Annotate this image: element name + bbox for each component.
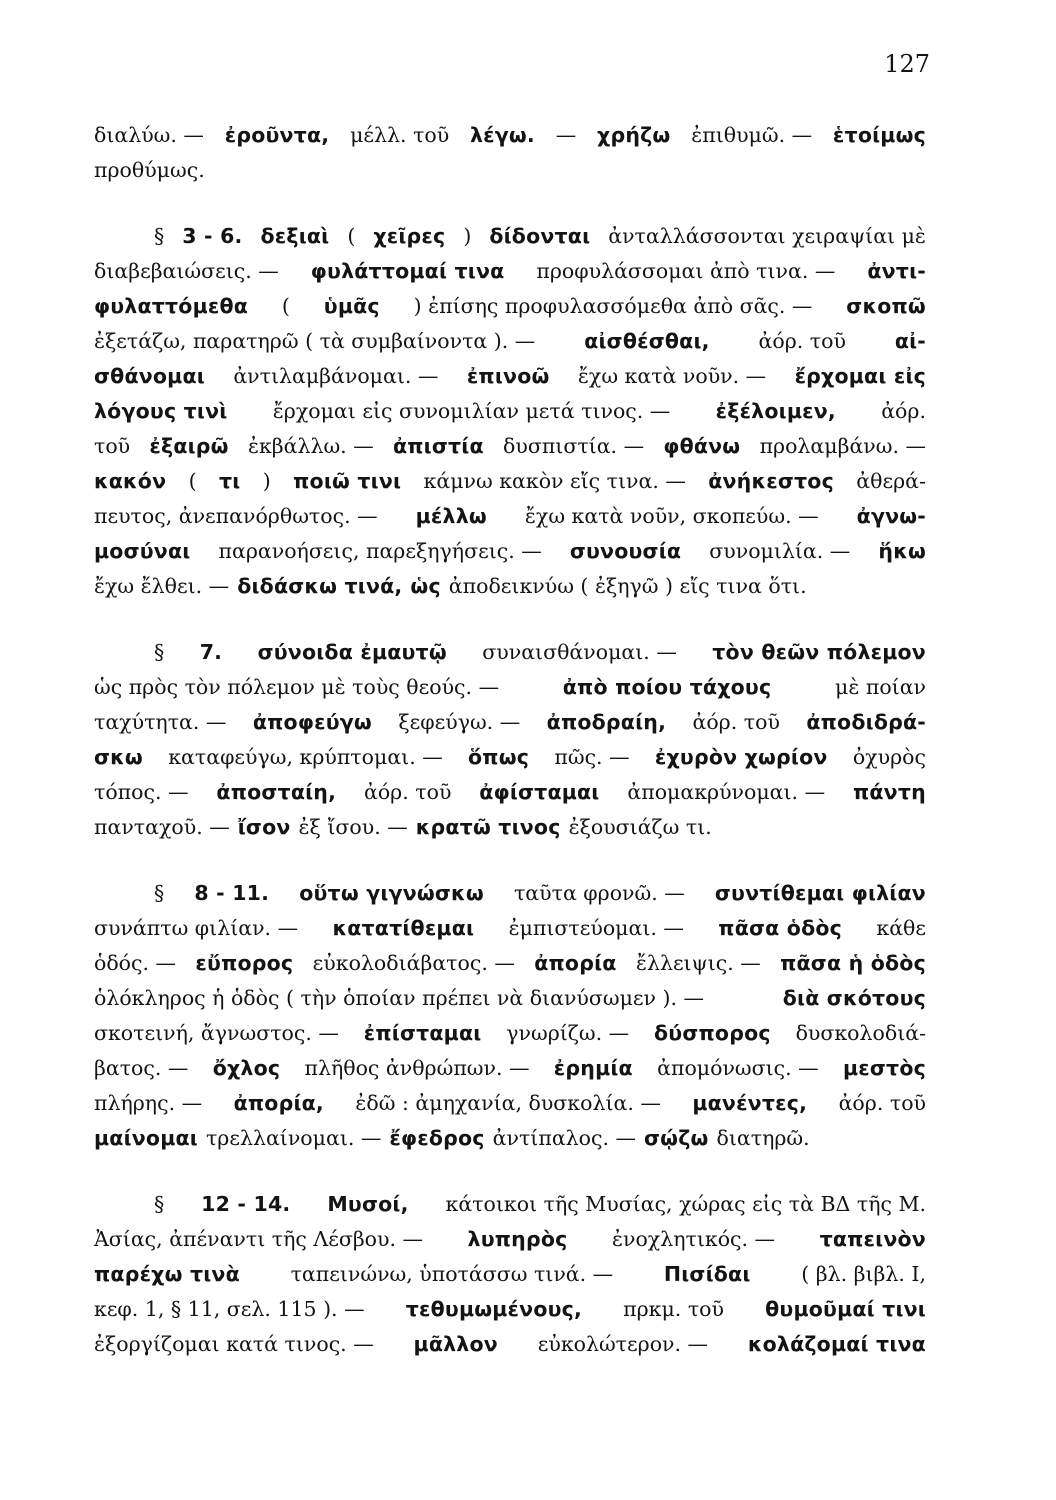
headword: φθάνω — [663, 434, 741, 458]
gloss-text: ἀόρ. τοῦ — [363, 780, 452, 804]
gloss-text: § — [154, 1192, 165, 1216]
headword: δίδονται — [489, 224, 591, 248]
gloss-text: γνωρίζω. — — [506, 1021, 630, 1045]
gloss-text: ἀπομακρύνομαι. — — [627, 780, 826, 804]
gloss-text: ἀντιλαμβάνομαι. — — [233, 364, 439, 388]
gloss-text: ἀντίπαλος. — — [492, 1126, 637, 1150]
headword: ἑτοίμως — [832, 123, 926, 147]
headword: κρατῶ τινος — [415, 815, 561, 839]
headword: αἰσθέσθαι, — [584, 329, 710, 353]
gloss-text: ἔχω κατὰ νοῦν. — — [577, 364, 767, 388]
gloss-text: ) ἐπίσης προφυλασσόμεθα ἀπὸ σᾶς. — — [413, 294, 813, 318]
headword: ὡς — [410, 574, 441, 598]
gloss-text: πευτος, ἀνεπανόρθωτος. — — [94, 504, 378, 528]
headword: ἐχυρὸν χωρίον — [654, 745, 828, 769]
headword: κολάζομαί τινα — [747, 1332, 926, 1356]
text-line — [94, 254, 926, 289]
headword: μανέντες, — [692, 1091, 808, 1115]
text-line — [94, 981, 926, 1016]
gloss-text: ἐξοργίζομαι κατά τινος. — — [94, 1332, 374, 1356]
headword: ἥκω — [878, 539, 926, 563]
gloss-text: κάθε — [876, 916, 926, 940]
headword: κακόν — [94, 469, 167, 493]
gloss-text: πλῆθος ἀνθρώπων. — — [304, 1056, 530, 1080]
text-line — [94, 429, 926, 464]
gloss-text: ἐδῶ : ἀμηχανία, δυσκολία. — — [355, 1091, 661, 1115]
gloss-text: προθύμως. — [94, 158, 205, 182]
gloss-text: ἀόρ. τοῦ — [692, 710, 780, 734]
paragraph — [94, 1187, 926, 1362]
headword: πᾶσα ἡ ὁδὸς — [780, 951, 926, 975]
text-line — [94, 1327, 926, 1362]
gloss-text: § — [154, 640, 165, 664]
text-line — [94, 569, 926, 604]
gloss-text: μὲ ποίαν — [835, 675, 926, 699]
headword: ἴσον — [237, 815, 291, 839]
gloss-text: καταφεύγω, κρύπτομαι. — — [168, 745, 443, 769]
headword: ἐξέλοιμεν, — [715, 399, 836, 423]
gloss-text: ἐκβάλλω. — — [247, 434, 374, 458]
gloss-text: εὐκολοδιάβατος. — — [312, 951, 515, 975]
gloss-text: ἀόρ. τοῦ — [838, 1091, 926, 1115]
text-line — [94, 153, 926, 188]
gloss-text: ἐξ ἴσου. — — [298, 815, 408, 839]
headword: 8 - 11. — [194, 881, 270, 905]
headword: ἔρχομαι εἰς — [794, 364, 926, 388]
paragraph — [94, 118, 926, 188]
gloss-text: δυσκολοδιά- — [795, 1021, 926, 1045]
gloss-text: ἀποδεικνύω ( ἐξηγῶ ) εἴς τινα ὅτι. — [448, 574, 807, 598]
text-line — [94, 1051, 926, 1086]
headword: φυλάττομαί τινα — [310, 259, 505, 283]
gloss-text: ) — [463, 224, 472, 248]
gloss-text: συναισθάνομαι. — — [482, 640, 677, 664]
text-line — [94, 1121, 926, 1156]
headword: συντίθεμαι φιλίαν — [714, 881, 926, 905]
headword: ἀπορία, — [233, 1091, 324, 1115]
text-line — [94, 289, 926, 324]
headword: μεστὸς — [842, 1056, 926, 1080]
gloss-text: ἔχω κατὰ νοῦν, σκοπεύω. — — [524, 504, 819, 528]
gloss-text: πῶς. — — [554, 745, 630, 769]
gloss-text: ἀόρ. — [881, 399, 926, 423]
headword: διὰ σκότους — [782, 986, 926, 1010]
text-line — [94, 464, 926, 499]
text-line — [94, 1222, 926, 1257]
headword: λυπηρὸς — [467, 1227, 568, 1251]
text-line — [94, 499, 926, 534]
text-line — [94, 946, 926, 981]
gloss-text: διατηρῶ. — [716, 1126, 810, 1150]
gloss-text: πανταχοῦ. — — [94, 815, 230, 839]
headword: ἐξαιρῶ — [149, 434, 229, 458]
gloss-text: ἀόρ. τοῦ — [758, 329, 846, 353]
headword: 12 - 14. — [201, 1192, 291, 1216]
gloss-text: ἔχω ἔλθει. — — [94, 574, 230, 598]
gloss-text: σκοτεινή, ἄγνωστος. — — [94, 1021, 339, 1045]
gloss-text: πλήρης. — — [94, 1091, 203, 1115]
gloss-text: § — [154, 881, 165, 905]
headword: ἀποφεύγω — [252, 710, 372, 734]
gloss-text: διαβεβαιώσεις. — — [94, 259, 279, 283]
gloss-text: ὁλόκληρος ἡ ὁδὸς ( τὴν ὁποίαν πρέπει νὰ διανύσωμεν ). — — [94, 986, 705, 1010]
headword: σκω — [94, 745, 143, 769]
gloss-text: ( βλ. βιβλ. Ι, — [801, 1262, 926, 1286]
headword: 7. — [199, 640, 223, 664]
gloss-text: εὐκολώτερον. — — [537, 1332, 709, 1356]
gloss-text: § — [154, 224, 165, 248]
gloss-text: ταχύτητα. — — [94, 710, 227, 734]
gloss-text: ὀχυρὸς — [852, 745, 926, 769]
headword: Πισίδαι — [663, 1262, 751, 1286]
gloss-text: διαλύω. — — [94, 123, 204, 147]
headword: πᾶσα ὁδὸς — [718, 916, 842, 940]
paragraph — [94, 876, 926, 1156]
headword: Μυσοί, — [327, 1192, 409, 1216]
gloss-text: προφυλάσσομαι ἀπὸ τινα. — — [536, 259, 836, 283]
gloss-text: — — [555, 123, 577, 147]
text-line — [94, 876, 926, 911]
headword: τὸν θεῶν πόλεμον — [712, 640, 926, 664]
headword: δύσπορος — [654, 1021, 771, 1045]
headword: μοσύναι — [94, 539, 191, 563]
paragraph-gap — [94, 845, 926, 876]
text-line — [94, 324, 926, 359]
headword: ἀγνω- — [856, 504, 926, 528]
headword: ἀντι- — [867, 259, 926, 283]
gloss-text: παρανοήσεις, παρεξηγήσεις. — — [218, 539, 542, 563]
gloss-text: τρελλαίνομαι. — — [205, 1126, 382, 1150]
gloss-text: ( — [347, 224, 356, 248]
headword: σύνοιδα ἐμαυτῷ — [257, 640, 447, 664]
headword: ὅπως — [468, 745, 530, 769]
gloss-text: κάμνω κακὸν εἴς τινα. — — [423, 469, 686, 493]
headword: σθάνομαι — [94, 364, 205, 388]
paragraph-gap — [94, 1156, 926, 1187]
text-line — [94, 534, 926, 569]
headword: ἀπιστία — [392, 434, 484, 458]
headword: τι — [218, 469, 241, 493]
paragraph-gap — [94, 188, 926, 219]
gloss-text: τοῦ — [94, 434, 131, 458]
headword: σῴζω — [644, 1126, 709, 1150]
text-line — [94, 810, 926, 845]
headword: ὑμᾶς — [323, 294, 380, 318]
headword: ἀπὸ ποίου τάχους — [562, 675, 772, 699]
headword: ἀποσταίη, — [216, 780, 337, 804]
gloss-text: ( — [188, 469, 197, 493]
gloss-text: συνάπτω φιλίαν. — — [94, 916, 299, 940]
text-line — [94, 1187, 926, 1222]
paragraph — [94, 219, 926, 604]
gloss-text: συνομιλία. — — [709, 539, 851, 563]
headword: ἀνήκεστος — [708, 469, 834, 493]
gloss-text: ἀπομόνωσις. — — [657, 1056, 819, 1080]
headword: ἔφεδρος — [389, 1126, 485, 1150]
headword: συνουσία — [569, 539, 682, 563]
page-number: 127 — [884, 50, 930, 78]
headword: ὄχλος — [212, 1056, 281, 1080]
headword: διδάσκω τινά, — [237, 574, 403, 598]
gloss-text: ( — [281, 294, 290, 318]
gloss-text: ὁδός. — — [94, 951, 177, 975]
headword: 3 - 6. — [182, 224, 243, 248]
headword: χρήζω — [597, 123, 671, 147]
headword: ἐπινοῶ — [466, 364, 550, 388]
gloss-text: τόπος. — — [94, 780, 189, 804]
text-line — [94, 219, 926, 254]
headword: ταπεινὸν — [819, 1227, 926, 1251]
headword: ἐροῦντα, — [224, 123, 330, 147]
headword: κατατίθεμαι — [332, 916, 475, 940]
headword: δεξιαὶ — [260, 224, 330, 248]
text-line — [94, 1086, 926, 1121]
headword: μαίνομαι — [94, 1126, 198, 1150]
gloss-text: ὡς πρὸς τὸν πόλεμον μὲ τοὺς θεούς. — — [94, 675, 500, 699]
gloss-text: ταῦτα φρονῶ. — — [513, 881, 685, 905]
headword: λέγω. — [469, 123, 535, 147]
text-line — [94, 911, 926, 946]
gloss-text: Ἀσίας, ἀπέναντι τῆς Λέσβου. — — [94, 1227, 424, 1251]
text-line — [94, 118, 926, 153]
gloss-text: ἀθερά- — [856, 469, 926, 493]
text-line — [94, 775, 926, 810]
headword: μᾶλλον — [413, 1332, 498, 1356]
headword: λόγους τινὶ — [94, 399, 228, 423]
headword: μέλλω — [415, 504, 487, 528]
gloss-text: ἐπιθυμῶ. — — [691, 123, 813, 147]
paragraph-gap — [94, 604, 926, 635]
text-line — [94, 1257, 926, 1292]
headword: ἀποδραίη, — [546, 710, 667, 734]
glossary-text — [94, 118, 926, 1362]
headword: εὔπορος — [195, 951, 294, 975]
gloss-text: μέλλ. τοῦ — [350, 123, 450, 147]
gloss-text: ἔρχομαι εἰς συνομιλίαν μετά τινος. — — [272, 399, 671, 423]
gloss-text: ἐνοχλητικός. — — [612, 1227, 776, 1251]
gloss-text: κάτοικοι τῆς Μυσίας, χώρας εἰς τὰ ΒΔ τῆς Μ. — [445, 1192, 926, 1216]
headword: ἀφίσταμαι — [479, 780, 600, 804]
headword: αἰ- — [894, 329, 926, 353]
gloss-text: ἔλλειψις. — — [635, 951, 761, 975]
text-line — [94, 740, 926, 775]
headword: οὕτω γιγνώσκω — [299, 881, 484, 905]
text-line — [94, 394, 926, 429]
text-line — [94, 635, 926, 670]
gloss-text: κεφ. 1, § 11, σελ. 115 ). — — [94, 1297, 365, 1321]
paragraph — [94, 635, 926, 845]
headword: φυλαττόμεθα — [94, 294, 249, 318]
text-line — [94, 1292, 926, 1327]
headword: ἀπορία — [534, 951, 617, 975]
gloss-text: βατος. — — [94, 1056, 189, 1080]
headword: θυμοῦμαί τινι — [765, 1297, 926, 1321]
gloss-text: ἐξουσιάζω τι. — [568, 815, 712, 839]
text-line — [94, 1016, 926, 1051]
headword: τεθυμωμένους, — [405, 1297, 582, 1321]
headword: παρέχω τινὰ — [94, 1262, 240, 1286]
headword: ἐρημία — [553, 1056, 633, 1080]
gloss-text: ἀνταλλάσσονται χειραψίαι μὲ — [608, 224, 926, 248]
headword: σκοπῶ — [846, 294, 926, 318]
headword: χεῖρες — [373, 224, 446, 248]
gloss-text: ταπεινώνω, ὑποτάσσω τινά. — — [290, 1262, 614, 1286]
text-line — [94, 670, 926, 705]
gloss-text: ἐμπιστεύομαι. — — [508, 916, 684, 940]
gloss-text: ξεφεύγω. — — [398, 710, 521, 734]
gloss-text: ἐξετάζω, παρατηρῶ ( τὰ συμβαίνοντα ). — — [94, 329, 536, 353]
headword: ἐπίσταμαι — [363, 1021, 482, 1045]
text-line — [94, 705, 926, 740]
gloss-text: προλαμβάνω. — — [759, 434, 926, 458]
headword: ποιῶ τινι — [293, 469, 402, 493]
gloss-text: ) — [262, 469, 271, 493]
gloss-text: πρκμ. τοῦ — [623, 1297, 724, 1321]
headword: ἀποδιδρά- — [806, 710, 926, 734]
headword: πάντη — [852, 780, 926, 804]
text-line — [94, 359, 926, 394]
gloss-text: δυσπιστία. — — [503, 434, 645, 458]
